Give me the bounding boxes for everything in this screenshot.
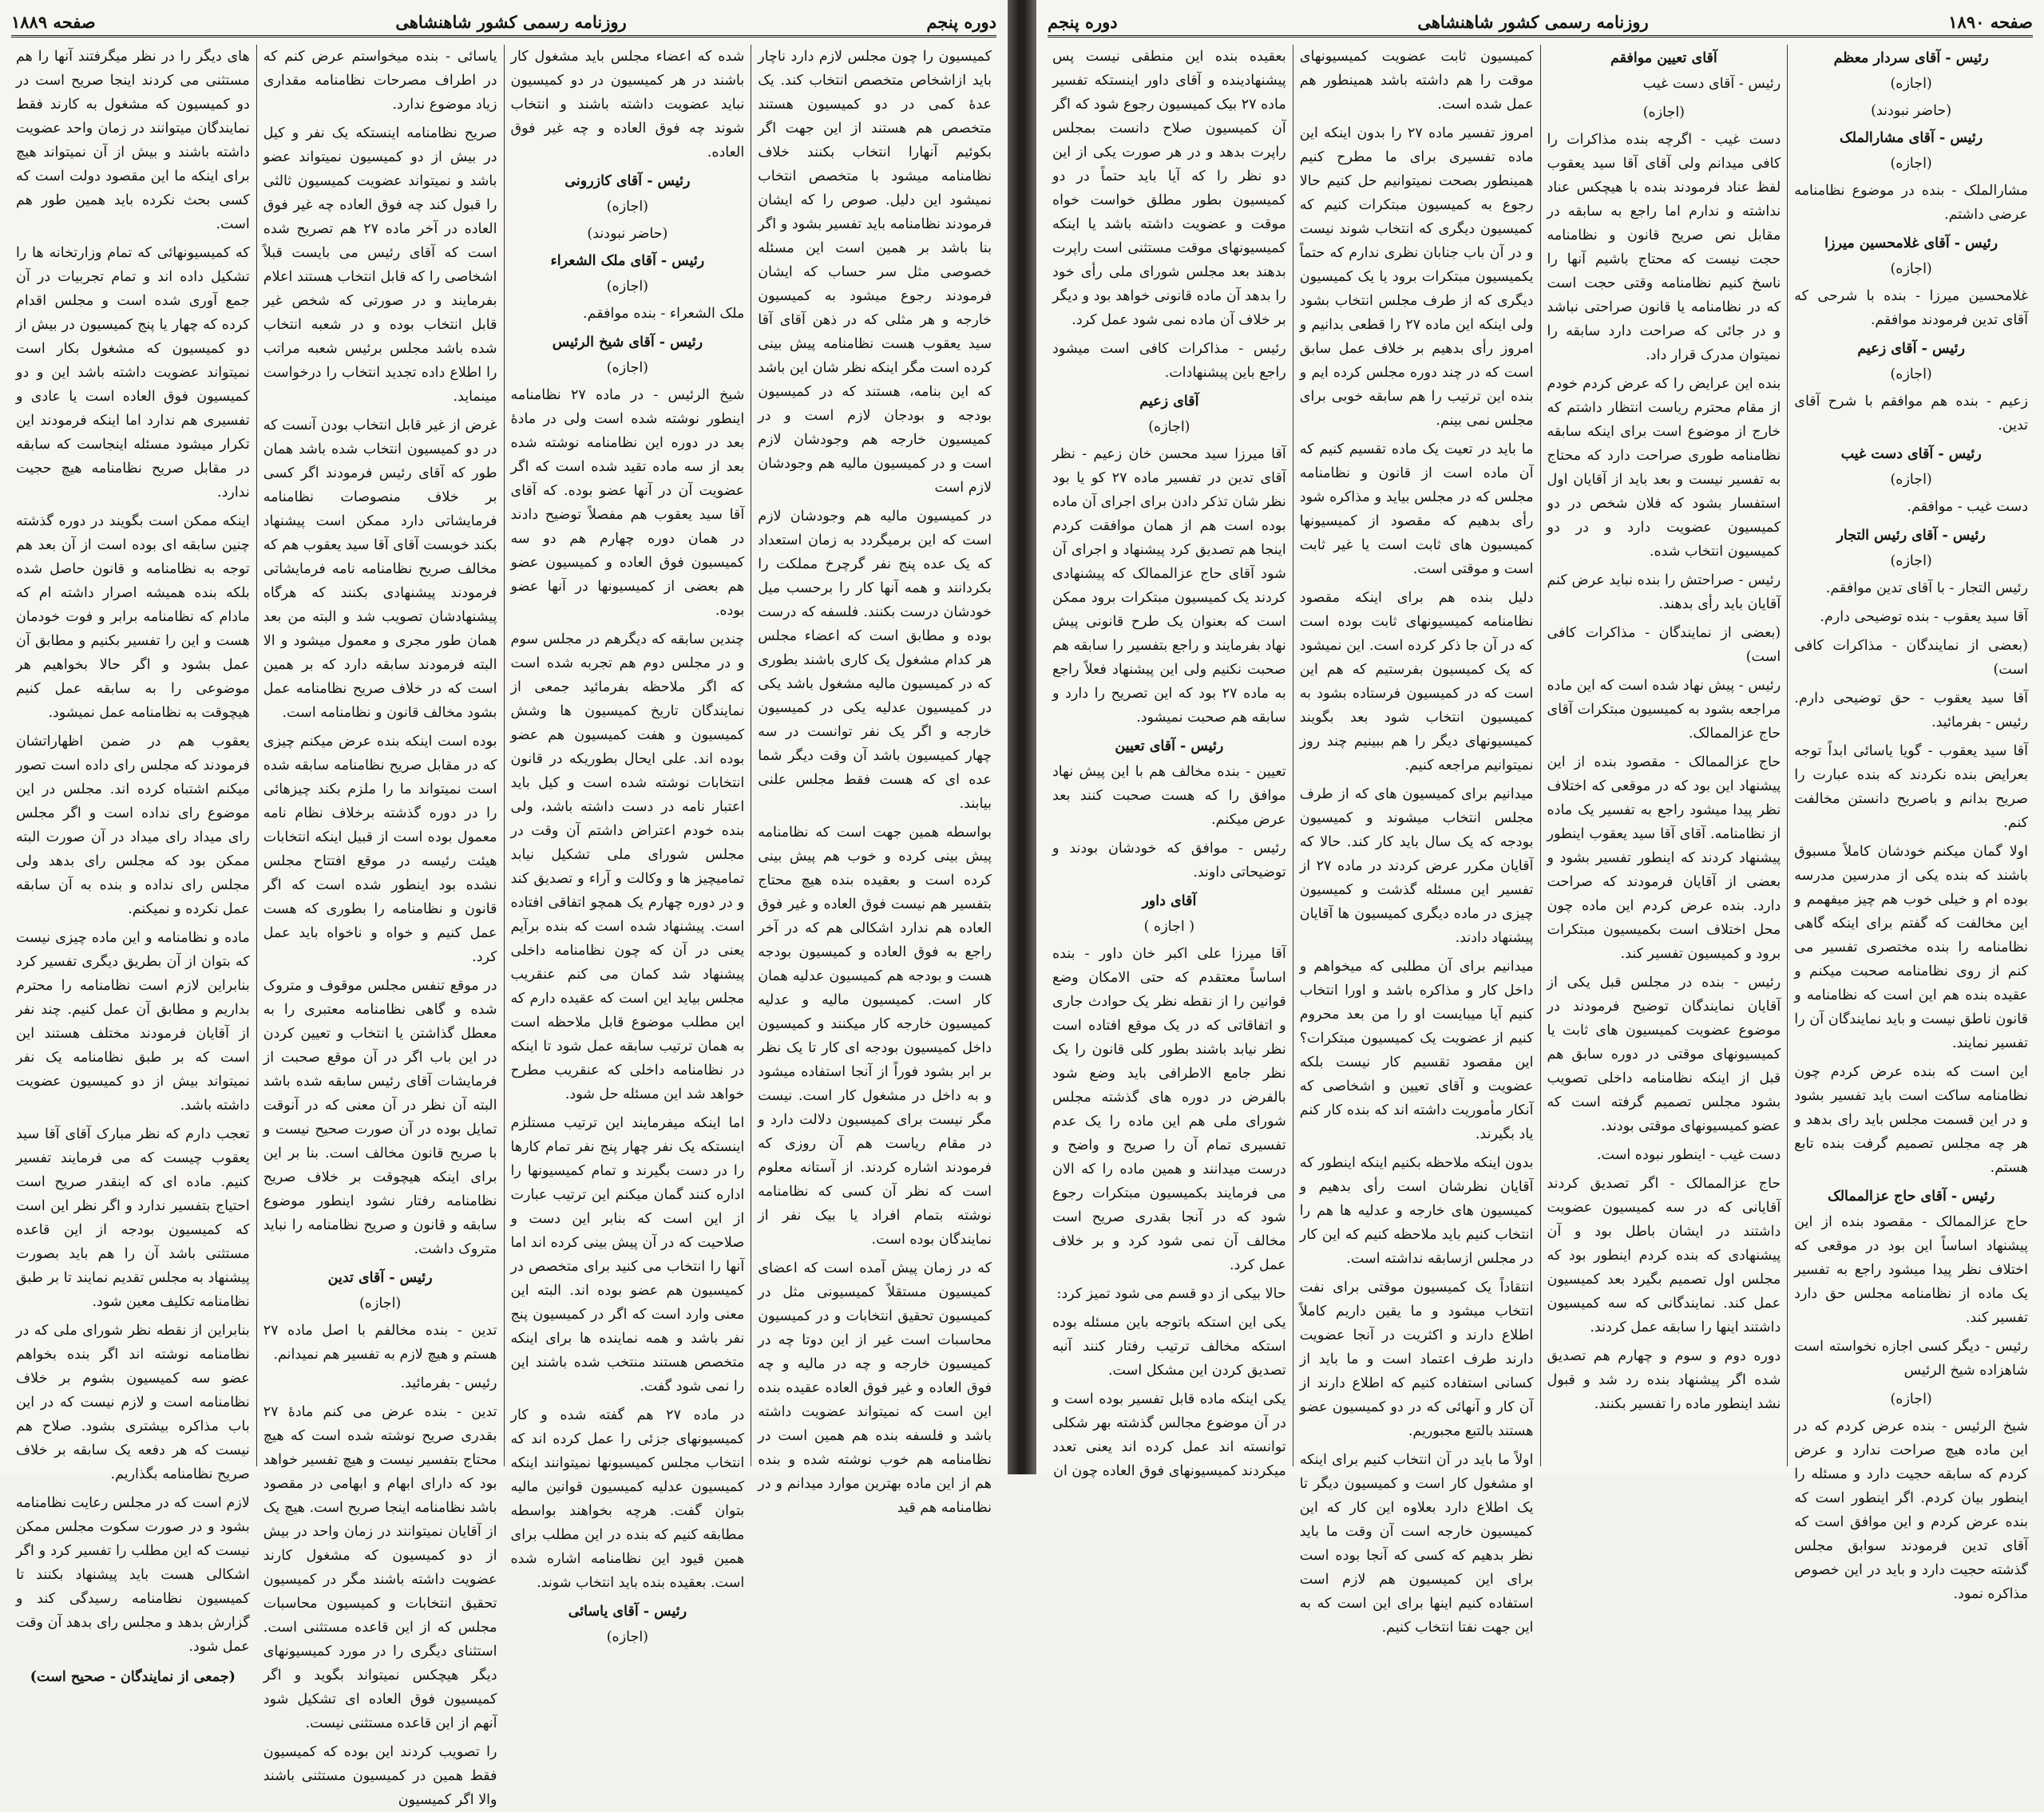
speaker-line: رئیس - آقای حاج عزالممالک (1828, 1189, 1995, 1205)
newspaper-title: روزنامه رسمی کشور شاهنشاهی (395, 11, 627, 32)
text-column (1293, 45, 1540, 1636)
column-footer-note: (جمعی از نمایندگان - صحیح است) (30, 1669, 236, 1685)
speaker-line: رئیس - آقای رئیس التجار (1836, 528, 1986, 544)
paragraph: لازم است که در مجلس رعایت نظامنامه بشود و در صورت سکوت مجلس ممکن نیست که این مطلب را تفسیر کرد و اگر اشکالی هست باید پیشنهاد بکنند تا کمیسیون نظامنامه رسیدگی کند و گزارش بدهد و مجلس رای بدهد آن وقت عمل شود. (16, 1495, 250, 1655)
paragraph: که کمیسیونهائی که تمام وزارتخانه ها را تشکیل داده اند و تمام تجربیات در آن جمع آوری شده است و مجلس اقدام کرده که چهار یا پنج کمیسیون در بیش از دو کمیسیون که مشغول بکار است نمیتواند عضویت داشته باشد این و دو کمیسیون فوق العاده است یا عادی و تفسیری هم ندارد اما اینکه فرمودند این تکرار میشود مسئله اینجاست که سابقه در مقابل صریح نظامنامه هیچ حجیت ندارد. (16, 245, 250, 500)
permission-note: (اجازه) (1642, 105, 1686, 121)
speaker-line: رئیس - آقای تدین (327, 1270, 433, 1286)
paragraph: شیخ الرئیس - بنده عرض کردم که در این ماده هیچ صراحت ندارد و عرض کردم که سابقه حجیت دارد و مسئله را اینطور بیان کردم. اگر اینطور است که بنده عرض کردم و این موافق است که آقای تدین فرمودند سوابق مجلس گذشته حجیت دارد و باید در این خصوص مذاکره نمود. (1794, 1418, 2028, 1602)
permission-note: (اجازه) (1890, 76, 1932, 92)
paragraph: رئیس - دیگر کسی اجازه نخواسته است شاهزاده شیخ الرئیس (1794, 1339, 2028, 1379)
left-page (0, 0, 1008, 1808)
paragraph: تعجب دارم که نظر مبارک آقای آقا سید یعقوب چیست که می فرمایند تفسیر کنیم. ماده ای که اینقدر صریح است احتیاج بتفسیر ندارد و اگر نظر این است که کمیسیون بودجه از این قاعده مستثنی باشد آن را هم باید بصورت پیشنهاد به مجلس تقدیم نمایند تا بر طبق نظامنامه تکلیف معین شود. (16, 1126, 250, 1310)
permission-note: (اجازه) (1148, 419, 1190, 435)
paragraph: دوره دوم و سوم و چهارم هم تصدیق شده اگر پیشنهاد بنده رد شد و قبول نشد اینطور ماده را تفسیر بکنند. (1547, 1348, 1781, 1412)
text-column (751, 45, 998, 1516)
paragraph: آقا میرزا سید محسن خان زعیم - نظر آقای تدین در تفسیر ماده ۲۷ کو یا بود نظر شان تذکر دادن برای اجرای آن ماده بوده است هم از همان موافقت کردم اینجا هم تصدیق کرد پیشنهاد و اجرای آن شود آقای حاج عزالممالک که پیشنهادی کردند یک کمیسیون مبتکرات برود ممکن است که بعنوان یک طرح قانونی پیش نهاد بفرمایند و راجع بتفسیر را سابقه هم صحبت نکنیم ولی این پیشنهاد فعلاً راجع به ماده ۲۷ بود که این تصریح را دارد و سابقه هم صحبت نمیشود. (1052, 446, 1286, 726)
paragraph: حاج عزالممالک - مقصود بنده از این پیشنهاد این بود که در موقعی که اختلاف نظر پیدا میشود راجع به تفسیر یک ماده از نظامنامه. آقای آقا سید یعقوب اینطور پیشنهاد کردند که اینطور تفسیر بشود و بعضی از آقایان فرمودند که صراحت دارد. بنده عرض کردم این ماده چون محل اختلاف است بکمیسیون مبتکرات برود و کمیسیون تفسیر کند. (1547, 754, 1781, 962)
paragraph: صریح نظامنامه اینستکه یک نفر و کیل در بیش از دو کمیسیون نمیتواند عضو باشد و نمیتواند عضویت کمیسیون ثالثی را قبول کند چه فوق العاده چه غیر فوق العاده در آخر ماده ۲۷ هم تصریح شده است که آقای رئیس می بایست قبلاً اشخاصی را که قابل انتخاب هستند اعلام بفرمایند و در صورتی که شخص غیر قابل انتخاب بوده و در شعبه انتخاب شده باشد مجلس برئیس شعبه مراتب را اطلاع داده تجدید انتخاب را درخواست مینماید. (263, 125, 497, 405)
paragraph: میدانیم برای آن مطلبی که میخواهم و داخل کار و مذاکره باشد و اورا انتخاب کنیم آیا میبایست او را من بعد محروم کنیم از عضویت یک کمیسیون مبتکرات؟ این مقصود تقسیم کار نیست بلکه عضویت و آقای تعیین و اشخاصی که آنکار مأموریت داشته اند که بنده کار کنم یاد بگیرند. (1299, 959, 1534, 1142)
paragraph: چندین سابقه که دیگرهم در مجلس سوم و در مجلس دوم هم تجربه شده است که اگر ملاحظه بفرمائید جمعی از نمایندگان تاریخ کمیسیون ها وشش کمیسیون و هفت کمیسیون هم عضو بوده اند. علی ایحال بطوریکه در قانون انتخابات نوشته شده است و کیل باید اعتبار نامه در دست داشته باشد، ولی بنده خودم اعتراض داشتم آن وقت در مجلس شورای ملی تشکیل نیابد تمامیچیز ها و وکالت و آراء و تصدیق کند و در دوره چهارم یک همچو اتفاقی افتاده است. پیشنهاد شده است که بنده برآیم یعنی در آن که چون نظامنامه داخلی پیشنهاد شد کمان می کنم عنقریب مجلس بیاید این است که عقیده دارم که این مطلب موضوع قابل ملاحظه است به همان ترتیب سابقه عمل شود تا اینکه در نظامنامه داخلی که عنقریب مطرح خواهد شد این مسئله حل شود. (510, 631, 745, 1102)
paragraph: (بعضی از نمایندگان - مذاکرات کافی است) (1794, 638, 2028, 678)
speaker-line: رئیس - آقای یاسائی (568, 1604, 687, 1620)
paragraph: در ماده ۲۷ هم گفته شده و کار کمیسیونهای جزئی را عمل کرده اند که انتخاب مجلس کمیسیونها نمیتوانند اینکه کمیسیون عدلیه کمیسیون قوانین مالیه بتوان گفت. هرچه بخواهند بواسطه مطابقه کنیم که بنده در این مطلب برای همین قیود این نظامنامه اشاره شده است. بعقیده بنده باید انتخاب شوند. (510, 1407, 745, 1591)
permission-note: (اجازه) (1890, 261, 1932, 277)
session-label: دوره پنجم (1048, 11, 1118, 32)
paragraph: اینکه ممکن است بگویند در دوره گذشته چنین سابقه ای بوده است از آن بعد هم توجه به نظامنامه و قانون حاصل شده بلکه بنده همیشه اصرار داشته ام که مادام که نظامنامه برابر و فوت خودمان هست و این را تفسیر بکنیم و مطابق آن عمل بشود و اگر حالا بخواهیم هر موضوعی را به سابقه عمل کنیم هیچوقت به نظامنامه عمل نمیشود. (16, 513, 250, 721)
paragraph: بعقیده بنده این منطقی نیست پس پیشنهادینده و آقای داور اینستکه تفسیر ماده ۲۷ بیک کمیسیون رجوع شود که اگر آن کمیسیون صلاح دانست بمجلس راپرت بدهد و در هر صورت یکی از این دو نظر را که آیا باید حتماً در دو کمیسیون بطور مطلق خواست خواه موقت و عضویت داشته باشد یا اینکه کمیسیونهای موقت مستثنی است راپرت بدهند بعد مجلس شورای ملی رأی خود را بدهد آن ماده قانونی خواهد بود و دیگر بر خلاف آن ماده نمی شود عمل کرد. (1052, 49, 1286, 328)
paragraph: انتقاداً یک کمیسیون موقتی برای نفت انتخاب میشود و ما یقین داریم کاملاً اطلاع دارند و اکثریت در آنجا عضویت دارند طرف اعتماد است و ما باید از کسانی استفاده کنیم که اطلاع دارند از آن کار و آنهائی که در دو کمیسیون عضو هستند بالتبع مجبوریم. (1299, 1280, 1534, 1439)
permission-note: (اجازه) (1890, 156, 1932, 172)
paragraph: بدون اینکه ملاحظه بکنیم اینکه اینطور که آقایان نظرشان است رأی بدهیم و کمیسیون های خارجه و عدلیه ها هم را انتخاب کنیم باید ملاحظه کنیم که این کار در مجلس ازسابقه نداشته است. (1299, 1155, 1534, 1267)
page-number: صفحه ۱۸۸۹ (11, 11, 96, 32)
permission-note: ( اجازه ) (1143, 919, 1195, 935)
text-column (10, 45, 256, 1685)
paragraph: مشارالملک - بنده در موضوع نظامنامه عرضی داشتم. (1794, 183, 2028, 223)
right-page (1036, 0, 2044, 1636)
paragraph: بوده است اینکه بنده عرض میکنم چیزی که در مقابل صریح نظامنامه سابقه شده است نمیتواند ما را ملزم بکند چیزهائی را در دوره گذشته برخلاف نظام نامه معمول بوده است از قبیل اینکه انتخابات هیئت رئیسه در موقع افتتاح مجلس نشده بود اینطور شده است که اگر قانون و نظامنامه را بطوری که هست عمل کنیم و خواه و ناخواه باید عمل کرد. (263, 734, 497, 965)
paragraph: این است که بنده عرض کردم چون نظامنامه ساکت است باید تفسیر بشود و در این قسمت مجلس باید رای بدهد و هر چه مجلس تصمیم گرفت بنده تابع هستم. (1794, 1064, 2028, 1176)
permission-note: (اجازه) (606, 279, 649, 295)
permission-note: (اجازه) (1890, 553, 1932, 569)
paragraph: آقا سید یعقوب - گویا یاسائی ابداً توجه بعرایض بنده نکردند که بنده عبارت را صریح بدانم و باصریح دانستن مخالفت کنم. (1794, 743, 2028, 831)
permission-note: (حاضر نبودند) (587, 226, 668, 242)
paragraph: دست غیب - اگرچه بنده مذاکرات را کافی میدانم ولی آقای آقا سید یعقوب لفظ عناد فرمودند بنده با هیچکس عناد نداشته و ندارم اما راجع به سابقه در مقابل نص صریح قانون و نظامنامه حجت نیست که محتاج باشیم آنها را ناسخ کنیم نظامنامه وقتی حجت است که در نظامنامه یا قانون صراحتی نباشد و در جائی که صراحت دارد سابقه را نمیتوان مدرک قرار داد. (1547, 132, 1781, 363)
paragraph: رئیس - بفرمائید. (400, 1375, 497, 1391)
paragraph: اولاً ما باید در آن انتخاب کنیم برای اینکه او مشغول کار است و کمیسیون دیگر تا یک اطلاع دارد بعلاوه این کار که این کمیسیون خارجه است آن وقت ما باید نظر بدهیم که کسی که آنجا بوده است برای این کمیسیون هم لازم است استفاده کنیم اینها برای این است که به این جهت نفتا انتخاب کنیم. (1299, 1452, 1534, 1636)
text-column (1787, 45, 2034, 1602)
speaker-line: رئیس - آقای سردار معظم (1833, 50, 1989, 66)
paragraph: بواسطه همین جهت است که نظامنامه پیش بینی کرده و خوب هم پیش بینی کرده است و بعقیده بنده هیچ محتاج بتفسیر هم نیست فوق العاده و غیر فوق العاده هم ندارد اشکالی هم که در آخر راجع به فوق العاده و کمیسیون بودجه هست و بودجه هم کمیسیون عدلیه همان کار است. کمیسیون مالیه و عدلیه کمیسیون خارجه کار میکنند و کمیسیون داخل کمیسیون بودجه ای کار تا یک نظر بر ابر بشود فوراً از آنجا استفاده میشود و به داخل در مشغول کار است. نیست مگر نیست برای کمیسیون دلالت دارد و در مقام ریاست هم آن روزی که فرمودند اشاره کردند. از آستانه معلوم است که نظر آن کسی که نظامنامه نوشته بتمام افراد یا بیک نفر از نمایندگان بوده است. (758, 825, 992, 1248)
permission-note: (اجازه) (1890, 472, 1932, 488)
paragraph: رئیس - موافق که خودشان بودند و توضیحاتی داوند. (1052, 841, 1286, 880)
paragraph: دست غیب - اینطور نبوده است. (1596, 1147, 1781, 1163)
paragraph: دلیل بنده هم برای اینکه مقصود نظامنامه کمیسیونهای ثابت بوده است که در آن جا ذکر کرده است. این نمیشود که یک کمیسیون بفرستیم که هم این است که در کمیسیون فرستاده بشود به کمیسیون انتخاب شود بعد بگویند کمیسیونهای دیگر را هم ببینیم چند روز نمیتوانیم مراجعه کنیم. (1299, 590, 1534, 773)
paragraph: غلامحسین میرزا - بنده با شرحی که آقای تدین فرمودند موافقم. (1794, 288, 2028, 328)
permission-note: (اجازه) (606, 199, 649, 215)
left-page-header (11, 8, 996, 38)
speaker-line: آقای تعیین موافقم (1610, 50, 1717, 66)
permission-note: (اجازه) (606, 360, 649, 376)
permission-note: (اجازه) (358, 1296, 402, 1312)
paragraph: کمیسیون ثابت عضویت کمیسیونهای موقت را هم داشته باشد همینطور هم عمل شده است. (1299, 49, 1534, 113)
speaker-line: رئیس - آقای دست غیب (1840, 446, 1982, 462)
book-gutter (1008, 0, 1036, 1474)
page-number: صفحه ۱۸۹۰ (1948, 11, 2033, 32)
speaker-line: رئیس - آقای زعیم (1857, 341, 1965, 357)
paragraph: غرض از غیر قابل انتخاب بودن آنست که در دو کمیسیون انتخاب شده باشد همان طور که آقای رئیس فرمودند اگر کسی بر خلاف منصوصات نظامنامه فرمایشاتی دارد ممکن است پیشنهاد بکند خوبست آقای آقا سید یعقوب هم که مخالف صریح نظامنامه نامه فرمایشاتی فرمودند پیشنهادی بکنند که هرگاه پیشنهادشان تصویب شد و البته من بعد همان طور مجری و معمول میشود و الا البته فرمودند سابقه دارد که بر همین است که در خلاف صریح نظامنامه عمل بشود مخالف قانون و نظامنامه است. (263, 417, 497, 721)
text-column (256, 45, 504, 1808)
speaker-line: رئیس - آقای شیخ الرئیس (552, 334, 703, 350)
paragraph: امروز تفسیر ماده ۲۷ را بدون اینکه این ماده تفسیری برای ما مطرح کنیم همینطور بصحت نمیتوانیم حل کنیم حالا رجوع به کمیسیون مبتکرات کنیم که کمیسیون دیگری که انتخاب شوند نیست و در آن باب جنابان نظری ندارم که حتماً یکمیسیون مبتکرات برود یا یک کمیسیون دیگری که از طرف مجلس انتخاب بشود ولی اینکه این ماده ۲۷ را قطعی بدانیم و امروز رأی بدهیم بر خلاف عمل سابق است که در چند دوره مجلس کرده ایم و بنده این ترتیب را هم سابقه خوبی برای مجلس نمی بینم. (1299, 125, 1534, 429)
permission-note: (حاضر نبودند) (1871, 103, 1952, 119)
paragraph: (بعضی از نمایندگان - مذاکرات کافی است) (1547, 625, 1781, 665)
paragraph: اما اینکه میفرمایند این ترتیب مستلزم اینستکه یک نفر چهار پنج نفر تمام کارها را در دست بگیرند و تمام کمیسیونها را اداره کنند گمان میکنم این ترتیب عبارت از این است که بنابر این دست و صلاحیت که در آن پیش بینی کرده اند اما آنها را انتخاب می کنید برای متخصص در کمیسیون هم عضو بوده اند. البته این معنی وارد است که اگر در کمیسیون پنج نفر باشد و همه نماینده ها برای اینکه متخصص هستند منتخب شده باشند این را نمی شود گفت. (510, 1115, 745, 1395)
paragraph: یکی اینکه ماده قابل تفسیر بوده است و در آن موضوع مجالس گذشته بهر شکلی توانسته اند عمل کرده اند یعنی تعدد میکردند کمیسیونهای فوق العاده چون ان (1052, 1391, 1286, 1479)
speaker-line: رئیس - آقای ملک الشعراء (550, 253, 705, 269)
permission-note: (اجازه) (1890, 366, 1932, 382)
paragraph: شیخ الرئیس - در ماده ۲۷ نظامنامه اینطور نوشته شده است ولی در مادهٔ بعد در دوره این نظامنامه نوشته شده بعد از سه ماده تقید شده است که اگر عضویت آن در آنها عضو بوده. که آقای آقا سید یعقوب هم مفصلاً توضیح دادند در همان دوره چهارم هم دو سه کمیسیون فوق العاده و کمیسیون عضو هم بعضی از کمیسیونها در آنها عضو بوده. (510, 387, 745, 619)
paragraph: های دیگر را در نظر میگرفتند آنها را هم مستثنی می کردند اینجا صریح است در دو کمیسیون که مشغول به کارند فقط نمایندگان میتوانند در زمان واحد عضویت داشته باشند و بیش از آن نمیتواند هیچ برای اینکه ما این مقصود دولت است که کسی بحث نکرده باید همین طور هم است. (16, 49, 250, 232)
paragraph: رئیس - پیش نهاد شده است که این ماده مراجعه بشود به کمیسیون مبتکرات آقای حاج عزالممالک. (1547, 678, 1781, 742)
paragraph: که در زمان پیش آمده است که اعضای کمیسیون مستقلاً کمیسیونی مثل در کمیسیون تحقیق انتخابات و در کمیسیون محاسبات است غیر از این دوتا چه در کمیسیون خارجه و چه در مالیه و چه فوق العاده و غیر فوق العاده عقیده بنده این است که نمیتواند عضویت داشته باشد و فلسفه بنده هم همین است در نظامنامه هم خوب نوشته شده و بنده هم از این ماده بهترین موارد میدانم و در نظامنامه هم قید (758, 1260, 992, 1516)
paragraph: دست غیب - موافقم. (1907, 499, 2028, 515)
speaker-line: آقای داور (1142, 893, 1197, 909)
paragraph: در موقع تنفس مجلس موقوف و متروک شده و گاهی نظامنامه معتبری را به معطل گذاشتن یا انتخاب و تعیین کردن در این باب اگر در آن موقع صحبت از فرمایشات آقای رئیس سابقه شده باشد البته آن نظر در آن معنی که در آنوقت تمایل بوده در آن صورت صحیح نیست و با صریح قانون مخالف است. بنا بر این برای اینکه هیچوقت بر خلاف صریح نظامنامه رفتار نشود اینطور موضوع سابقه و قانون و صریح نظامنامه را نباید متروک داشت. (263, 978, 497, 1257)
paragraph: تدین - بنده عرض می کنم مادهٔ ۲۷ بقدری صریح نوشته شده است که هیچ محتاج بتفسیر نیست و هیچ تفسیر خواهد بود که دارای ابهام و ابهامی در مقصود باشد نظامنامه اینجا صریح است. هیچ یک از آقایان نمیتوانند در زمان واحد در بیش از دو کمیسیون که مشغول کارند عضویت داشته باشند مگر در کمیسیون تحقیق انتخابات و کمیسیون محاسبات مجلس که از این قاعده مستثنی است. استثنای دیگری را در مورد کمیسیونهای دیگر هیچکس نمیتواند بگوید و اگر کمیسیون فوق العاده ای تشکیل شود آنهم از این قاعده مستثنی نیست. (263, 1404, 497, 1731)
paragraph: تعیین - بنده مخالف هم با این پیش نهاد موافق را که هست صحبت کنند بعد عرض میکنم. (1052, 764, 1286, 828)
paragraph: آقا سید یعقوب - بنده توضیحی دارم. (1820, 609, 2028, 625)
paragraph: را تصویب کردند این بوده که کمیسیون فقط همین در کمیسیون مستثنی باشند والا اگر کمیسیون (263, 1744, 497, 1808)
paragraph: رئیس - صراحتش را بنده نباید عرض کنم آقایان باید رأی بدهند. (1547, 572, 1781, 612)
paragraph: بنده این عرایض را که عرض کردم خودم از مقام محترم ریاست انتظار داشتم که خارج از موضوع است برای اینکه سابقه نظامنامه طوری صراحت دارد که محتاج به تفسیر نیست و بعد باید از آقایان اول استفسار بشود که فلان شخص در دو کمیسیون عضویت دارد و در دو کمیسیون انتخاب شده. (1547, 376, 1781, 560)
paragraph: ماده و نظامنامه و این ماده چیزی نیست که بتوان از آن بطریق دیگری تفسیر کرد بنابراین لازم است نظامنامه را محترم بداریم و مطابق آن عمل کنیم. چند نفر از آقایان فرمودند مختلف هستند این است که بر طبق نظامنامه یک نفر نمیتواند بیش از دو کمیسیون عضویت داشته باشد. (16, 930, 250, 1114)
paragraph: یکی این استکه باتوجه باین مسئله بوده استکه مخالف ترتیب رفتار کنند آنبه تصدیق کردن این مشکل است. (1052, 1315, 1286, 1379)
paragraph: رئیس التجار - با آقای تدین موافقم. (1825, 580, 2028, 596)
paragraph: ملک الشعراء - بنده موافقم. (583, 306, 745, 322)
paragraph: در کمیسیون مالیه هم وجودشان لازم است که این برمیگردد به زمان استعداد که یک عده پنج نفر گرچرخ مملکت را بکردانند و همه آنها کار را برحسب میل خودشان درست بکنند. فلسفه که درست بوده و مطابق است که اعضاء مجلس هر کدام مشغول یک کاری باشند بطوری که در کمیسیون مالیه مشغول باشد یکی در کمیسیون عدلیه یکی در کمیسیون خارجه و اگر یک نفر توانست در سه چهار کمیسیون باشد آن وقت دیگر شما عده ای که هست فقط مجلس علنی بیابند. (758, 508, 992, 812)
right-page-header (1048, 8, 2033, 38)
permission-note: (اجازه) (606, 1629, 649, 1645)
permission-note: (اجازه) (1890, 1391, 1932, 1407)
right-page-columns (1046, 45, 2034, 1636)
paragraph: یعقوب هم در ضمن اظهاراتشان فرمودند که مجلس رای داده است تصور میکنم اشتباه کرده اند. مجلس در این موضوع رای نداده است و اگر مجلس رای میداد رای میداد در آن صورت البته ممکن بود که مجلس رای بدهد ولی مجلس رای نداده و بنده به آن سابقه عمل نکرده و نمیکنم. (16, 734, 250, 917)
paragraph: رئیس - آقای دست غیب (1642, 76, 1781, 92)
paragraph: بنابراین از نقطه نظر شورای ملی که در نظامنامه نوشته اند اگر بنده بخواهم عضو سه کمیسیون بشوم بر خلاف نظامنامه است و لازم نیست که در این باب مذاکره بیشتری بشود. صلاح هم نیست که هر دفعه یک سابقه بر خلاف صریح نظامنامه بگذاریم. (16, 1323, 250, 1482)
text-column (504, 45, 751, 1645)
paragraph: حاج عزالممالک - مقصود بنده از این پیشنهاد اساساً این بود در موقعی که اختلاف نظر پیدا میشود راجع به تفسیر یک ماده از نظامنامه مجلس حق دارد تفسیر کند. (1794, 1214, 2028, 1326)
paragraph: کمیسیون را چون مجلس لازم دارد ناچار باید ازاشخاص متخصص انتخاب کند. یک عدهٔ کمی در دو کمیسیون هستند متخصص هم هستند از این جهت اگر بکوئیم آنهارا انتخاب بکنند خلاف نظامنامه میشود با متخصص انتخاب نمیشود این دلیل. صوص را که ایشان فرمودند نظامنامه باید تفسیر بشود و اگر بنا باشد بر همین است این مسئله خصوصی مثل سر حساب که ایشان فرمودند رجوع میشود به کمیسیون خارجه و هر مثلی که در ذهن آقای آقا سید یعقوب هست نظامنامه پیش بینی کرده است مگر اینکه نظر شان این باشد که این بنامه، هستند که در کمیسیون بودجه و بودجان لازم است و در کمیسیون خارجه هم وجودشان لازم است و در کمیسیون مالیه هم وجودشان لازم است (758, 49, 992, 496)
paragraph: حاج عزالممالک - اگر تصدیق کردند آقایانی که در سه کمیسیون عضویت داشتند در ایشان باطل بود و آن پیشنهادی که بنده کردم اینطور بود که مجلس اول تصمیم بگیرد بعد کمیسیون عمل کند. نمایندگانی که سه کمیسیون داشتند اینها را سابقه عمل کردند. (1547, 1176, 1781, 1335)
speaker-line: رئیس - آقای کازرونی (564, 173, 691, 189)
speaker-line: رئیس - آقای تعیین (1115, 738, 1224, 754)
paragraph: ما باید در تعیت یک ماده تقسیم کنیم که آن ماده است از قانون و نظامنامه مجلس که در مجلس بیاید و مذاکره شود رأی بدهیم که مقصود از کمیسیونها کمیسیون های ثابت است یا غیر ثابت است و موقتی است. (1299, 441, 1534, 577)
paragraph: میدانیم برای کمیسیون های که از طرف مجلس انتخاب میشوند و کمیسیون بودجه که یک سال باید کار کند. حالا که آقایان مکرر عرض کردند در ماده ۲۷ از تفسیر این مسئله گذشت و کمیسیون چیزی در ماده دیگری کمیسیون ها آقایان پیشنهاد دادند. (1299, 786, 1534, 946)
paragraph: یاسائی - بنده میخواستم عرض کنم که در اطراف مصرحات نظامنامه مقداری زیاد موضوع ندارد. (263, 49, 497, 113)
paragraph: رئیس - بنده در مجلس قبل یکی از آقایان نمایندگان توضیح فرمودند در موضوع عضویت کمیسیون های ثابت یا کمیسیونهای موقتی در دوره سابق هم قبل از اینکه نظامنامه داخلی تصویب بشود مجلس تصمیم گرفته است که عضو کمیسیونهای موقتی بودند. (1547, 975, 1781, 1134)
paragraph: تدین - بنده مخالفم با اصل ماده ۲۷ هستم و هیچ لازم به تفسیر هم نمیدانم. (263, 1323, 497, 1363)
paragraph: آقا میرزا علی اکبر خان داور - بنده اساساً معتقدم که حتی الامکان وضع قوانین را از نقطه نظر یک حوادث جاری و اتفاقاتی که در یک موقع افتاده است نظر نیابد باشند بطور کلی قانون را یک نظر جامع الاطرافی باید وضع شود بالفرض در دوره های گذشته مجلس شورای ملی هم این ماده را یک عدم تفسیری تمام آن را صریح و واضح و درست میدانند و همین ماده را که الان می فرمایند بکمیسیون مبتکرات رجوع شود که در آنجا بقدری صریح است مخالف آن نمی شود کرد و بر خلاف عمل کرد. (1052, 946, 1286, 1273)
paragraph: شده که اعضاء مجلس باید مشغول کار باشند در هر کمیسیون در دو کمیسیون نباید عضویت داشته باشند و انتخاب شوند چه فوق العاده و چه غیر فوق العاده. (510, 49, 745, 160)
paragraph: رئیس - مذاکرات کافی است میشود راجع باین پیشنهادات. (1052, 341, 1286, 381)
text-column (1046, 45, 1293, 1479)
speaker-line: آقای زعیم (1139, 394, 1199, 409)
text-column (1540, 45, 1788, 1466)
session-label: دوره پنجم (926, 11, 996, 32)
speaker-line: رئیس - آقای مشارالملک (1840, 130, 1983, 146)
paragraph: آقا سید یعقوب - حق توضیحی دارم. رئیس - بفرمائید. (1794, 690, 2028, 730)
paragraph: حالا بیکی از دو قسم می شود تمیز کرد: (1056, 1286, 1286, 1302)
left-page-columns (10, 45, 998, 1808)
speaker-line: رئیس - آقای غلامحسین میرزا (1824, 235, 1998, 251)
newspaper-title: روزنامه رسمی کشور شاهنشاهی (1417, 11, 1649, 32)
paragraph: اولا گمان میکنم خودشان کاملاً مسبوق باشند که بنده یکی از مدرسین مدرسه بوده ام و خیلی خوب هم چیز میفهمم و این مخالفت که گفتم برای اینکه گاهی نظامنامه را بنده مختصری تفسیر می کنم از روی نظامنامه صحبت میکنم و عقیده بنده هم این است که نظامنامه و قانون ناطق نیست و باید نمایندگان آن را تفسیر نمایند. (1794, 844, 2028, 1051)
paragraph: زعیم - بنده هم موافقم با شرح آقای تدین. (1794, 394, 2028, 433)
